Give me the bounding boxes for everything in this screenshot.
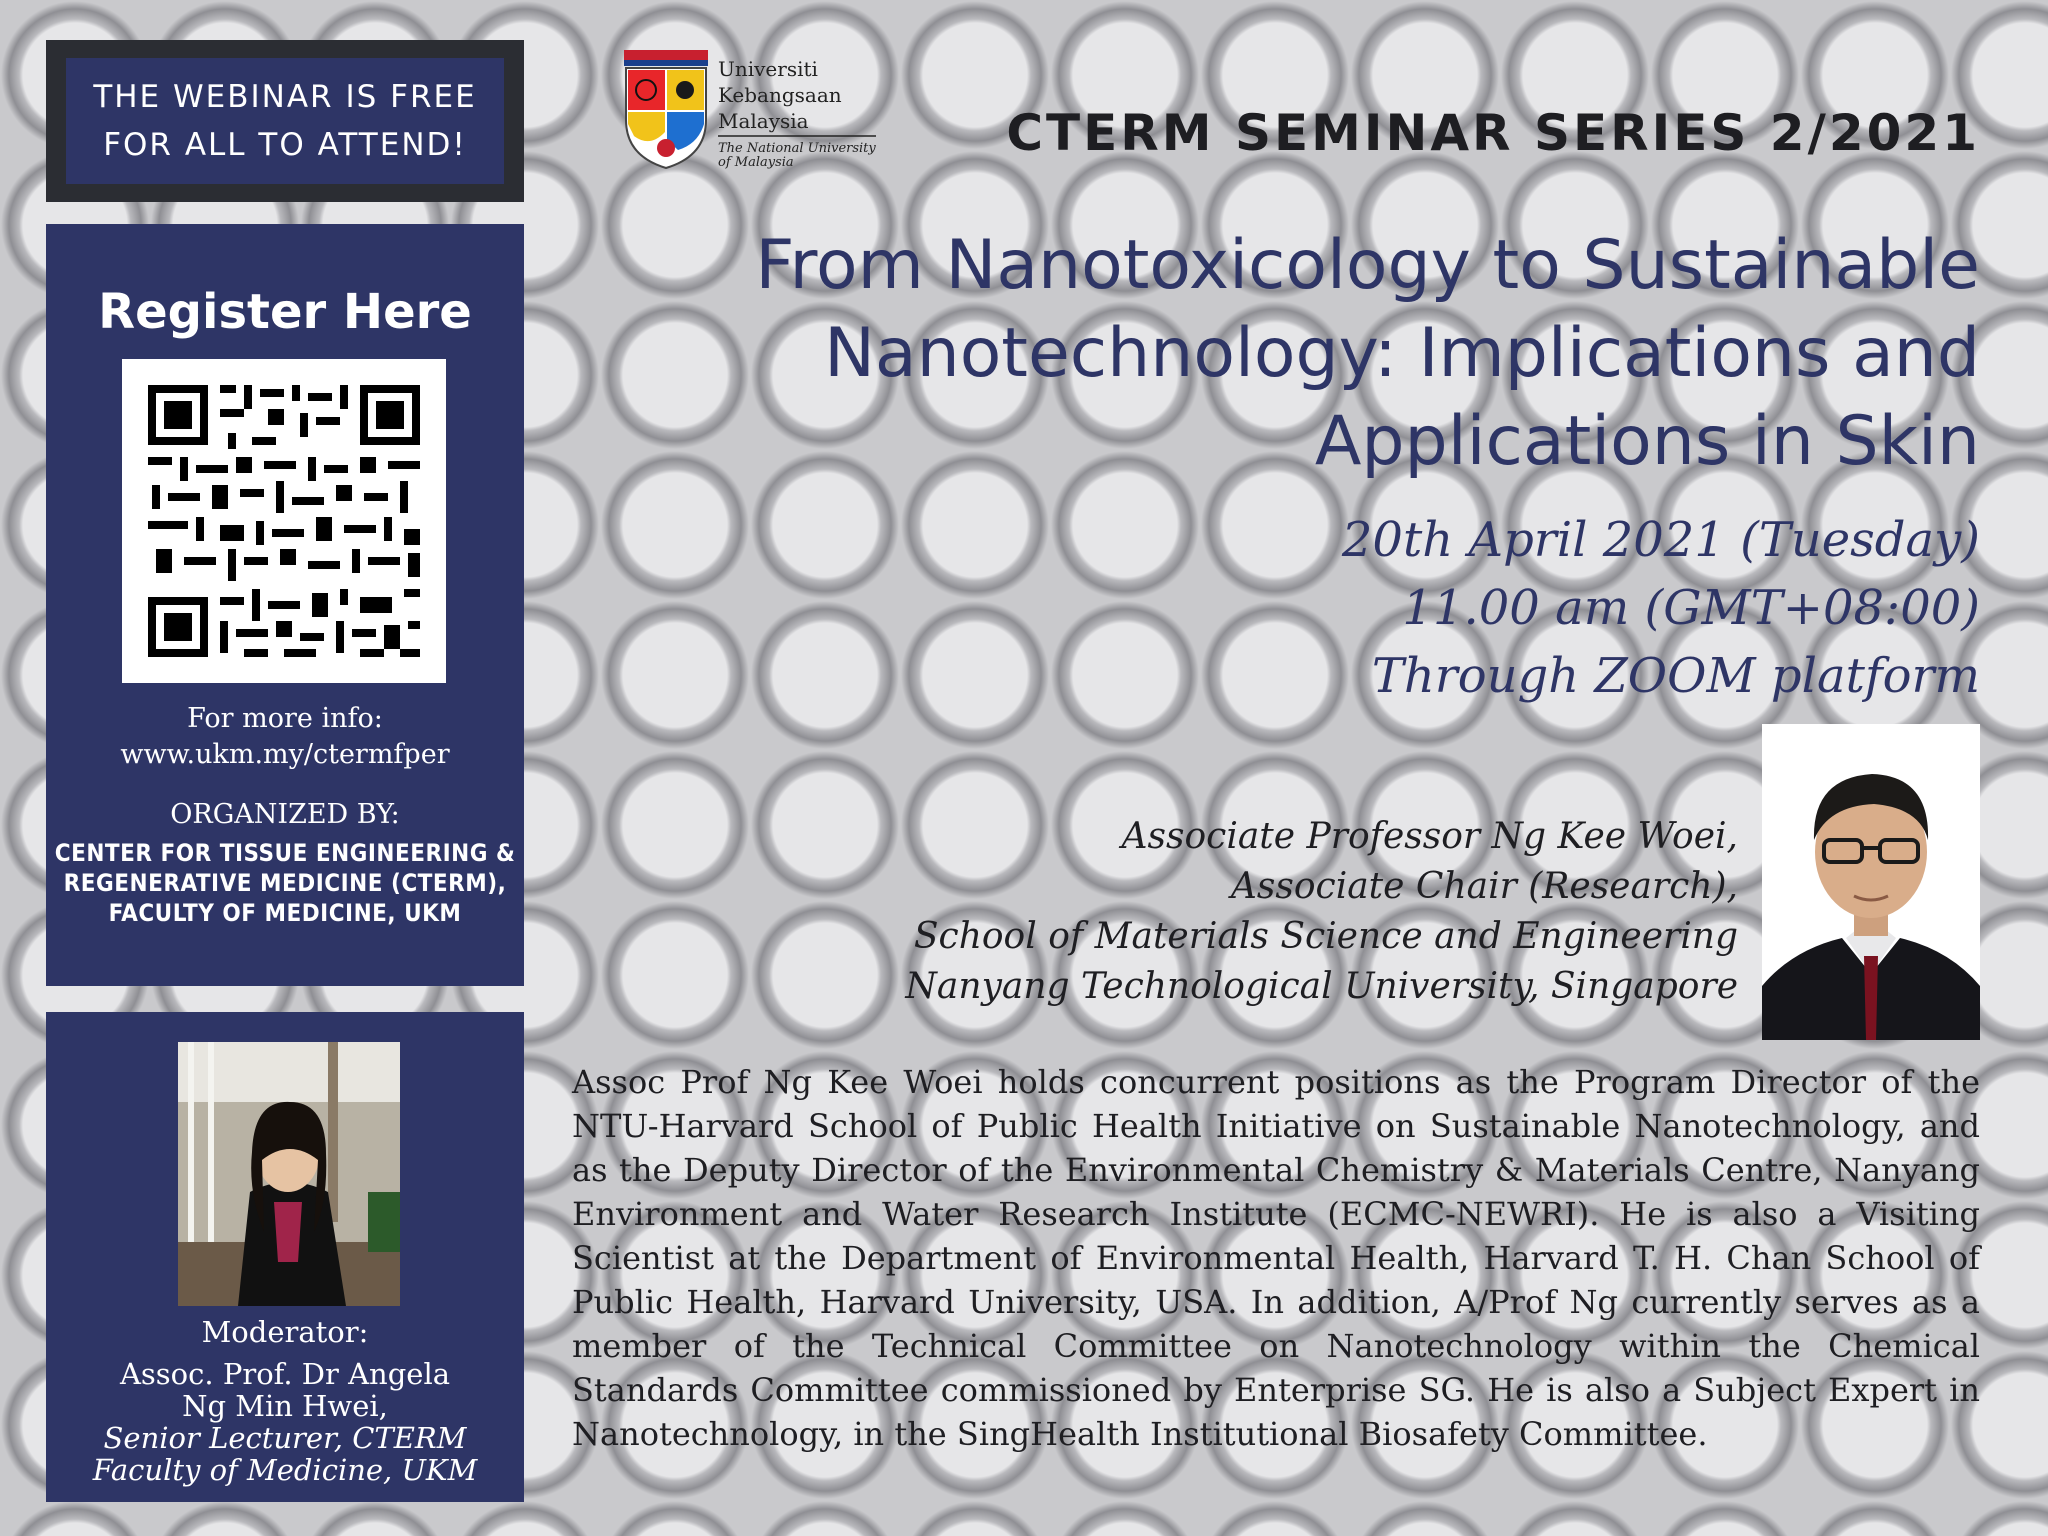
talk-title-line3: Applications in Skin <box>1314 402 1980 481</box>
moderator-panel <box>46 1012 524 1502</box>
organized-by-label: ORGANIZED BY: <box>170 799 400 830</box>
organizer-line1: CENTER FOR TISSUE ENGINEERING & <box>54 839 516 867</box>
speaker-line4: Nanyang Technological University, Singapore <box>905 966 1738 1007</box>
moderator-role-line2: Faculty of Medicine, UKM <box>92 1453 478 1487</box>
speaker-line2: Associate Chair (Research), <box>1230 866 1738 907</box>
speaker-line1: Associate Professor Ng Kee Woei, <box>1121 816 1738 857</box>
logo-tagline1: The National University <box>718 141 876 156</box>
schedule-platform: Through ZOOM platform <box>1371 648 1980 704</box>
qr-code[interactable] <box>122 359 446 683</box>
free-notice-line1: THE WEBINAR IS FREE <box>93 79 477 115</box>
logo-tagline2: of Malaysia <box>718 155 794 170</box>
speaker-bio: Assoc Prof Ng Kee Woei holds concurrent positions as the Program Director of the NTU-Harvard School of Public Health Initiative on Sustainable Nanotechnology, and as the Deputy Director of the Environmental Chemistry & Materials Centre, Nanyang Environment and Water Research Institute (ECMC-NEWRI). He is also a Visiting Scientist at the Department of Environmental Health, Harvard T. H. Chan School of Public Health, Harvard University, USA. In addition, A/Prof Ng currently serves as a member of the Technical Committee on Nanotechnology within the Chemical Standards Committee commissioned by Enterprise SG. He is also a Subject Expert in Nanotechnology, in the SingHealth Institutional Biosafety Committee. <box>572 1063 1980 1453</box>
moderator-name-line2: Ng Min Hwei, <box>182 1389 388 1423</box>
register-panel <box>46 224 524 986</box>
logo-line3: Malaysia <box>718 109 809 133</box>
schedule-date: 20th April 2021 (Tuesday) <box>1341 512 1980 568</box>
speaker-photo <box>1762 724 1980 1040</box>
organizer-line2: REGENERATIVE MEDICINE (CTERM), <box>63 869 507 897</box>
moderator-label: Moderator: <box>201 1315 369 1349</box>
moderator-photo <box>178 1042 400 1306</box>
speaker-info <box>905 812 1738 1012</box>
ukm-crest-icon <box>620 48 880 172</box>
more-info-url[interactable]: www.ukm.my/ctermfper <box>120 739 450 770</box>
moderator-role-line1: Senior Lecturer, CTERM <box>103 1421 467 1455</box>
ukm-logo <box>620 48 880 172</box>
logo-line1: Universiti <box>718 57 818 81</box>
schedule-time: 11.00 am (GMT+08:00) <box>1402 580 1980 636</box>
register-heading: Register Here <box>98 284 472 340</box>
free-webinar-notice <box>46 40 524 202</box>
organizer-line3: FACULTY OF MEDICINE, UKM <box>108 899 462 927</box>
logo-line2: Kebangsaan <box>718 83 842 107</box>
more-info-label: For more info: <box>187 703 383 734</box>
moderator-portrait-icon <box>178 1042 400 1306</box>
speaker-portrait-icon <box>1762 724 1980 1040</box>
talk-title <box>520 222 1980 486</box>
speaker-line3: School of Materials Science and Engineering <box>913 916 1738 957</box>
series-title: CTERM SEMINAR SERIES 2/2021 <box>1006 104 1980 162</box>
free-webinar-inner <box>66 58 504 184</box>
talk-title-line1: From Nanotoxicology to Sustainable <box>755 226 1980 305</box>
schedule <box>1342 506 1980 710</box>
talk-title-line2: Nanotechnology: Implications and <box>824 314 1980 393</box>
qr-code-icon <box>122 359 446 683</box>
moderator-name-line1: Assoc. Prof. Dr Angela <box>119 1357 451 1391</box>
free-notice-line2: FOR ALL TO ATTEND! <box>103 127 467 163</box>
